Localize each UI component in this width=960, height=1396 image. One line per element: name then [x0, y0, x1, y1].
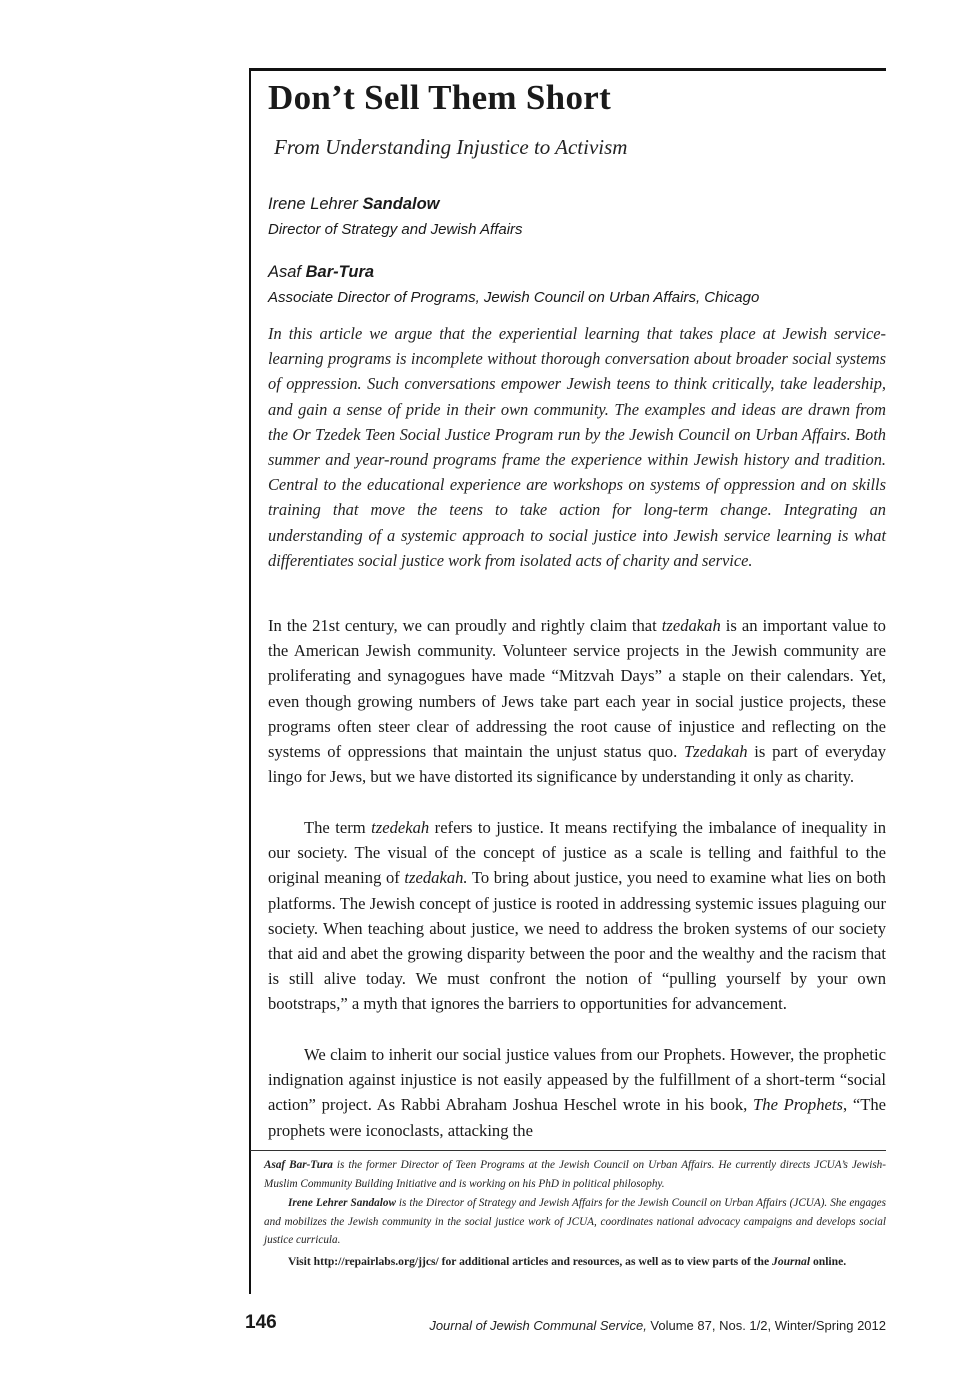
abstract: In this article we argue that the experiential learning that takes place at Jewish service-learning programs is incomplete without thorough conversation about broader social systems of oppression. Such conversations empower Jewish teens to think critically, take leadership, and gain a sense of pride in their own community. The examples and ideas are drawn from the Or Tzedek Teen Social Justice Program run by the Jewish Council on Urban Affairs. Both summer and year-round programs frame the experience within Jewish history and tradition. Central to the educational experience are workshops on systems of oppression and on skills training that move the teens to take action for long-term change. Integrating an understanding of a systemic approach to social justice into Jewish service learning is what differentiates social justice work from isolated acts of charity and service. — [268, 324, 886, 570]
body-paragraph-3: We claim to inherit our social justice values from our Prophets. However, the prophetic indignation against injustice is not easily appeased by the fulfillment of a short-term “social action” project. As Rabbi Abraham Joshua Heschel wrote in his book, The Prophets, “The prophets were iconoclasts, attacking the — [268, 1045, 886, 1140]
term-tzedakah: Tzedakah — [683, 742, 748, 762]
author-sandalow — [268, 192, 886, 241]
journal-citation: Journal of Jewish Communal Service, Volume 87, Nos. 1/2, Winter/Spring 2012 — [429, 1318, 886, 1333]
author-role: Director of Strategy and Jewish Affairs — [268, 221, 523, 238]
author-bar-tura — [268, 260, 886, 309]
term-tzedekah: tzedekah — [371, 818, 430, 837]
term-tzedakah: tzedakah. — [404, 868, 468, 888]
footnote-bio-bar-tura: Asaf Bar-Tura is the former Director of Teen Programs at the Jewish Council on Urban Affairs. He currently directs JCUA’s Jewish-Muslim Community Building Initiative and is working on his PhD in political philosophy. — [264, 1159, 887, 1190]
article-title: Don’t Sell Them Short — [268, 78, 612, 117]
footnote-bio-sandalow: Irene Lehrer Sandalow is the Director of Strategy and Jewish Affairs for the Jewish Council on Urban Affairs (JCUA). She engages and mobilizes the Jewish community in the social justice work of JCUA, coordinates national advocacy campaigns and develops social justice curricula. — [264, 1197, 886, 1246]
author-surname: Bar-Tura — [305, 263, 375, 281]
author-name: Irene Lehrer Sandalow — [268, 195, 440, 213]
book-title: The Prophets — [753, 1095, 843, 1115]
page-number: 146 — [245, 1312, 277, 1333]
author-surname: Sandalow — [362, 195, 440, 213]
author-name: Asaf Bar-Tura — [268, 263, 375, 281]
footnote-visit: Visit http://repairlabs.org/jjcs/ for additional articles and resources, as well as to view parts of the Journal online. — [288, 1255, 847, 1268]
article-subtitle: From Understanding Injustice to Activism — [274, 135, 628, 159]
body-paragraph-2: The term tzedekah refers to justice. It means rectifying the imbalance of inequality in our society. The visual of the concept of justice as a scale is telling and faithful to the original meaning of tzedakah. To bring about justice, you need to examine what lies on both platforms. The Jewish concept of justice is rooted in addressing systemic issues plaguing our society. When teaching about justice, we need to address the broken systems of our society that aid and abet the growing disparity between the poor and the wealthy and the racism that is still alive today. We must confront the notion of “pulling yourself by your own bootstraps,” a myth that ignores the barriers to opportunities for advancement. — [268, 818, 886, 1014]
body-paragraph-1: In the 21st century, we can proudly and rightly claim that tzedakah is an important value to the American Jewish community. Volunteer service projects in the Jewish community are proliferating and synagogues have made “Mitzvah Days” a staple on their calendars. Yet, even though growing numbers of Jews take part each year in social justice projects, these programs often steer clear of addressing the root cause of injustice and reflecting on the systems of oppressions that maintain the unjust status quo. Tzedakah is part of everyday lingo for Jews, but we have distorted its significance by understanding it only as charity. — [268, 616, 886, 787]
footnote-rule — [250, 1150, 886, 1151]
author-role: Associate Director of Programs, Jewish Council on Urban Affairs, Chicago — [268, 289, 760, 306]
top-rule — [250, 68, 886, 71]
term-tzedakah: tzedakah — [661, 616, 721, 635]
side-rule — [249, 68, 251, 1294]
